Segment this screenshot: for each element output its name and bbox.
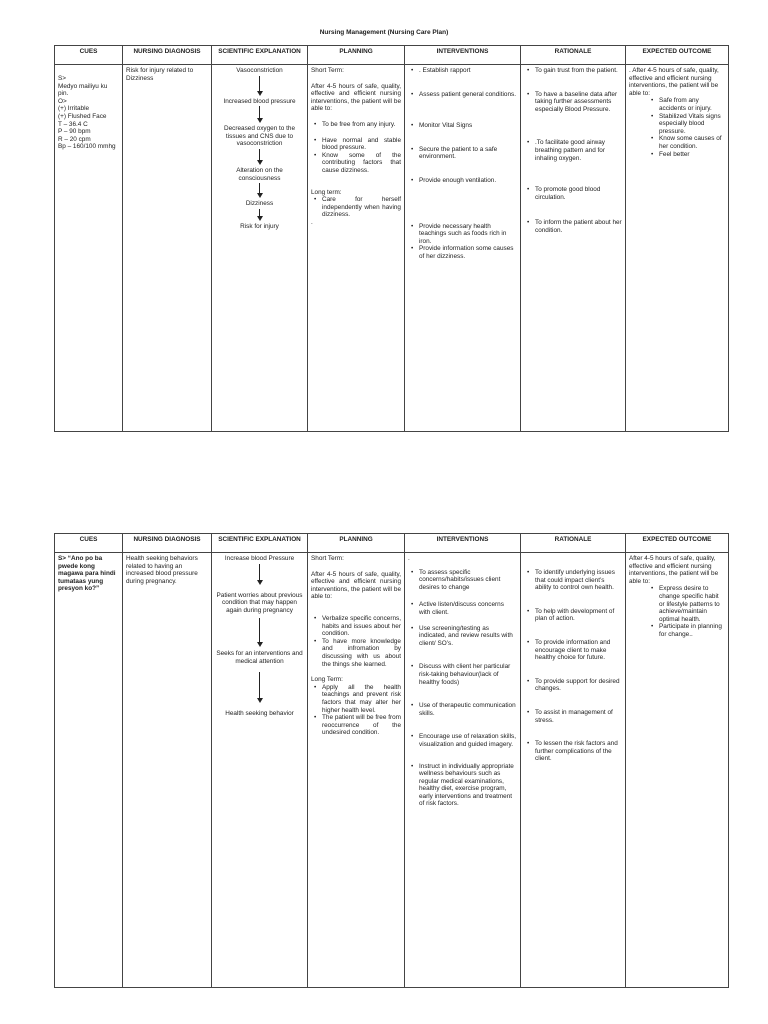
list-item: • Monitor Vital Signs [419, 122, 517, 130]
list-item: • Assess patient general conditions. [419, 91, 517, 99]
outcome-cell [626, 65, 729, 432]
outcome-cell [626, 553, 729, 988]
list-item: • Active listen/discuss concerns with client. [419, 601, 517, 616]
list-item: • Stabilized Vitals signs especially blood pressure. [659, 113, 725, 136]
list-item: • . Establish rapport [419, 67, 517, 75]
diagnosis-cell [123, 553, 212, 988]
short-term-list [311, 121, 401, 175]
list-item: • To provide information and encourage client to make healthy choice for future. [535, 639, 622, 662]
header-nursing-diagnosis: NURSING DIAGNOSIS [123, 46, 212, 65]
outcome-intro: After 4-5 hours of safe, quality, effective and efficient nursing interventions, the patient will be able to: [629, 555, 719, 585]
list-item: • Safe from any accidents or injury. [659, 97, 725, 112]
rationale-list [524, 67, 622, 235]
list-item: • To promote good blood circulation. [535, 186, 622, 201]
care-plan-table-1 [54, 45, 729, 432]
flow-step: Decreased oxygen to the tissues and CNS due to vasoconstriction [223, 125, 296, 148]
header-expected-outcome: EXPECTED OUTCOME [626, 534, 729, 553]
diagnosis-text: Health seeking behaviors related to having an increased blood pressure during pregnancy. [126, 555, 198, 585]
interventions-mark: . [408, 555, 410, 562]
list-item: • Provide necessary health teachings such as foods rich in iron. [419, 223, 517, 246]
diagnosis-cell [123, 65, 212, 432]
flow-step: Seeks for an interventions and medical attention [216, 650, 303, 665]
end-mark: . [311, 218, 313, 226]
header-planning: PLANNING [308, 534, 405, 553]
planning-cell [308, 553, 405, 988]
header-planning: PLANNING [308, 46, 405, 65]
list-item: • Instruct in individually appropriate wellness behaviours such as regular medical examinations, healthy diet, exercise program, early interventions and treatment of risk factors. [419, 763, 517, 809]
list-item: • Use screening/testing as indicated, and review results with client/ SO’s. [419, 625, 517, 648]
flow-step: Increased blood pressure [223, 97, 296, 105]
flow-step: Vasoconstriction [236, 67, 283, 74]
list-item: • To inform the patient about her condition. [535, 219, 622, 234]
header-cues: CUES [55, 46, 123, 65]
list-item: • To provide support for desired changes. [535, 678, 622, 693]
diagnosis-text: Risk for injury related to Dizziness [126, 67, 194, 82]
list-item: • Apply all the health teachings and prevent risk factors that may alter her higher health level. [322, 684, 401, 714]
interventions-list [408, 67, 517, 261]
list-item: • Use of therapeutic communication skills. [419, 702, 517, 717]
rationale-cell [521, 65, 626, 432]
list-item: • Discuss with client her particular risk-taking behaviour(lack of healthy foods) [419, 663, 517, 686]
list-item: • To assess specific concerns/habits/issues client desires to change [419, 569, 517, 592]
cues-text: S> Medyo mailiyu ku pin. O> (+) Irritable (+) Flushed Face T – 36.4 C P – 90 bpm R – 20 cpm Bp – 160/100 mmhg [58, 75, 116, 151]
list-item: • To assist in management of stress. [535, 709, 622, 724]
header-interventions: INTERVENTIONS [405, 46, 521, 65]
list-item: • Know some of the contributing factors that cause dizziness. [322, 152, 401, 175]
list-item: • To have more knowledge and infromation by discussing with us about the things she learned. [322, 638, 401, 668]
flow-step: Patient worries about previous condition that may happen again during pregnancy [216, 591, 303, 614]
list-item: • To gain trust from the patient. [535, 67, 622, 75]
list-item: • Verbalize specific concerns, habits and issues about her condition. [322, 615, 401, 638]
flow-step: Increase blood Pressure [224, 555, 295, 562]
flow-step: Alteration on the consciousness [236, 166, 283, 182]
cues-prefix: S> [58, 555, 68, 562]
list-item: • Provide enough ventilation. [419, 177, 517, 185]
care-plan-table-2 [54, 533, 729, 988]
list-item: • Care for herself independently when having dizziness. [322, 196, 401, 219]
planning-cell [308, 65, 405, 432]
document-title: Nursing Management (Nursing Care Plan) [319, 29, 449, 36]
short-term-intro: After 4-5 hours of safe, quality, effective and efficient nursing interventions, the patient will be able to: [311, 570, 401, 601]
flow-step: Health seeking behavior [225, 709, 294, 717]
list-item: • .To facilitate good airway breathing pattern and for inhaling oxygen. [535, 139, 622, 162]
long-term-label: Long term: [311, 188, 342, 196]
long-term-list [311, 684, 401, 737]
list-item: • To lessen the risk factors and further complications of the client. [535, 740, 622, 763]
outcome-intro: . After 4-5 hours of safe, quality, effective and efficient nursing interventions, the patient will be able to: [629, 67, 719, 97]
cues-cell [55, 553, 123, 988]
explanation-flow [215, 67, 304, 230]
short-term-label: Short Term: [311, 555, 344, 562]
list-item: • Feel better [659, 151, 725, 159]
cues-quote: “Ano po ba pwede kong magawa para hindi tumataas yung presyon ko?” [58, 555, 116, 593]
list-item: • To identify underlying issues that could impact client’s ability to control own health. [535, 569, 622, 592]
list-item: • Express desire to change specific habit or lifestyle patterns to achieve/maintain optimal health. [659, 585, 725, 623]
header-scientific-explanation: SCIENTIFIC EXPLANATION [212, 46, 308, 65]
explanation-cell [212, 553, 308, 988]
explanation-flow [215, 555, 304, 717]
list-item: • Participate in planning for change.. [659, 623, 725, 638]
interventions-cell [405, 553, 521, 988]
interventions-list [408, 569, 517, 808]
long-term-list [311, 196, 401, 219]
list-item: • Have normal and stable blood pressure. [322, 137, 401, 152]
list-item: • To be free from any injury. [322, 121, 401, 129]
interventions-cell [405, 65, 521, 432]
flow-step: Risk for injury [240, 222, 279, 230]
header-nursing-diagnosis: NURSING DIAGNOSIS [123, 534, 212, 553]
short-term-list [311, 615, 401, 668]
list-item: • Encourage use of relaxation skills, visualization and guided imagery. [419, 733, 517, 748]
list-item: • Secure the patient to a safe environment. [419, 146, 517, 161]
cues-cell [55, 65, 123, 432]
rationale-cell [521, 553, 626, 988]
header-rationale: RATIONALE [521, 534, 626, 553]
outcome-list [629, 585, 725, 638]
header-interventions: INTERVENTIONS [405, 534, 521, 553]
header-expected-outcome: EXPECTED OUTCOME [626, 46, 729, 65]
list-item: • Provide information some causes of her dizziness. [419, 245, 517, 260]
short-term-label: Short Term: [311, 67, 344, 74]
long-term-label: Long Term: [311, 676, 343, 684]
table-header-row [55, 534, 729, 553]
rationale-list [524, 569, 622, 763]
list-item: • Know some causes of her condition. [659, 135, 725, 150]
list-item: • To help with development of plan of action. [535, 608, 622, 623]
table-row [55, 65, 729, 432]
list-item: • The patient will be free from reoccurrence of the undesired condition. [322, 714, 401, 737]
table-header-row [55, 46, 729, 65]
list-item: • To have a baseline data after taking further assessments especially Blood Pressure. [535, 91, 622, 114]
short-term-intro: After 4-5 hours of safe, quality, effective and efficient nursing interventions, the patient will be able to: [311, 82, 401, 113]
header-scientific-explanation: SCIENTIFIC EXPLANATION [212, 534, 308, 553]
flow-step: Dizziness [245, 200, 274, 208]
outcome-list [629, 97, 725, 158]
explanation-cell [212, 65, 308, 432]
table-row [55, 553, 729, 988]
header-cues: CUES [55, 534, 123, 553]
header-rationale: RATIONALE [521, 46, 626, 65]
